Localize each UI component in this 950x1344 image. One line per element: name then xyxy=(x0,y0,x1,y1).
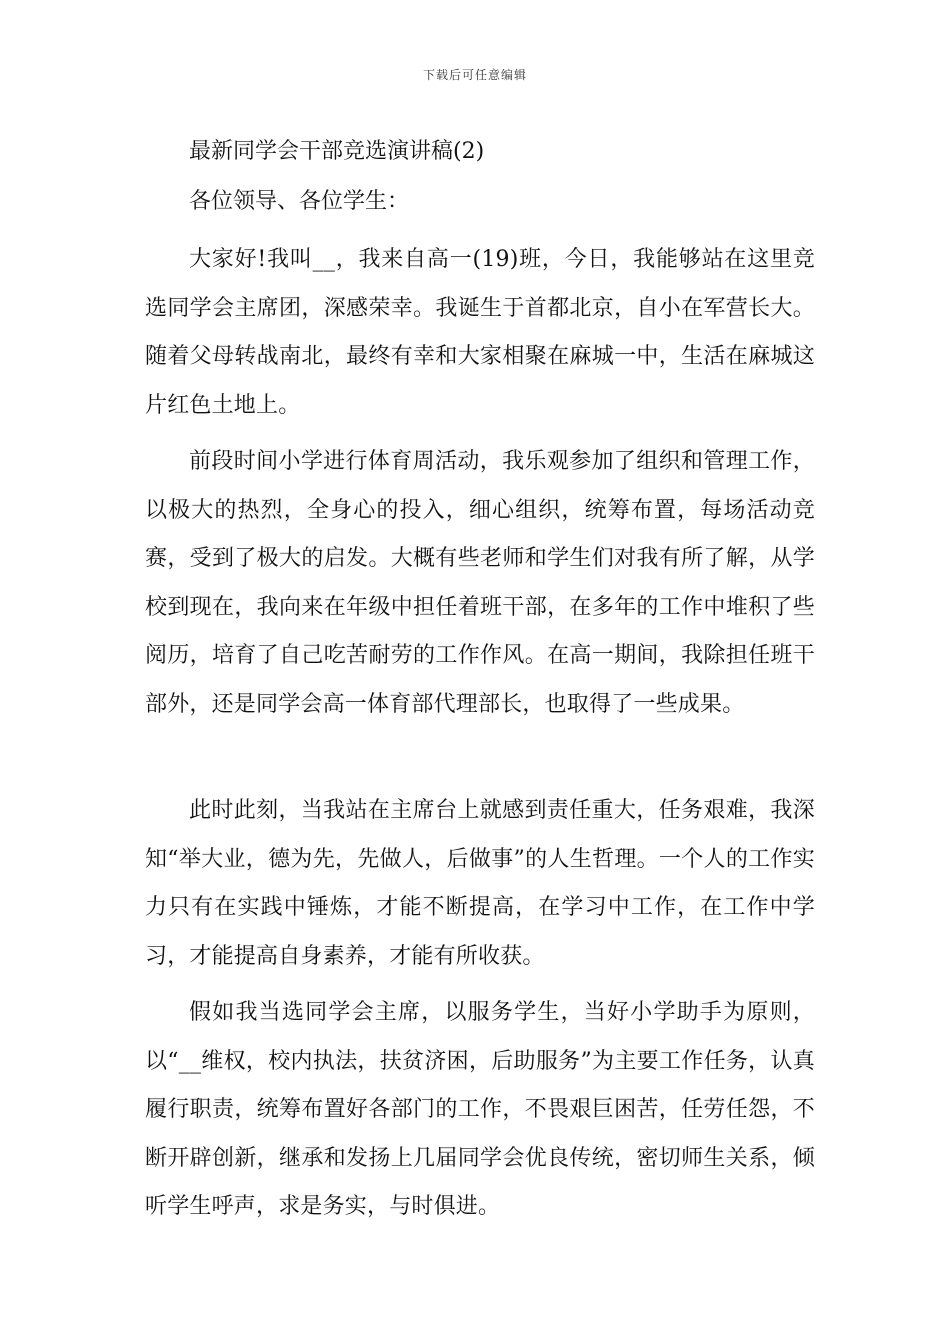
paragraph-experience: 前段时间小学进行体育周活动，我乐观参加了组织和管理工作，以极大的热烈，全身心的投入，细心组织，统筹布置，每场活动竞赛，受到了极大的启发。大概有些老师和学生们对我有所了解，从学校到现在，我向来在年级中担任着班干部，在多年的工作中堆积了些阅历，培育了自己吃苦耐劳的工作作风。在高一期间，我除担任班干部外，还是同学会高一体育部代理部长，也取得了一些成果。 xyxy=(145,449,815,717)
header-note: 下载后可任意编辑 xyxy=(422,68,527,82)
salutation: 各位领导、各位学生： xyxy=(189,189,410,214)
paragraph-plan: 假如我当选同学会主席，以服务学生，当好小学助手为原则，以“__维权，校内执法，扶贫济困，后助服务”为主要工作任务，认真履行职责，统筹布置好各部门的工作，不畏艰巨困苦，任劳任怨，不断开辟创新，继承和发扬上几届同学会优良传统，密切师生关系，倾听学生呼声，求是务实，与时俱进。 xyxy=(145,1000,815,1219)
document-body xyxy=(145,132,815,1232)
paragraph-responsibility: 此时此刻，当我站在主席台上就感到责任重大，任务艰难，我深知“举大业，德为先，先做人，后做事”的人生哲理。一个人的工作实力只有在实践中锤炼，才能不断提高，在学习中工作，在工作中学习，才能提高自身素养，才能有所收获。 xyxy=(145,798,815,969)
paragraph-introduction: 大家好!我叫__，我来自高一(19)班，今日，我能够站在这里竞选同学会主席团，深感荣幸。我诞生于首都北京，自小在军营长大。随着父母转战南北，最终有幸和大家相聚在麻城一中，生活在麻城这片红色土地上。 xyxy=(145,247,815,418)
document-title: 最新同学会干部竞选演讲稿(2) xyxy=(189,139,485,164)
